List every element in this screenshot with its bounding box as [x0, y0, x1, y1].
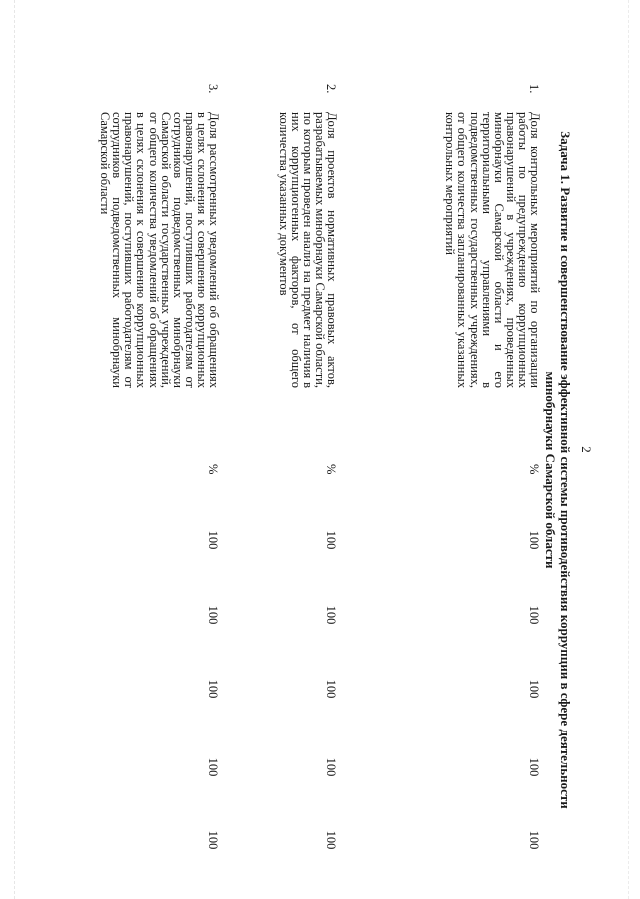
value-cell: 100 — [527, 679, 541, 699]
page-number: 2 — [579, 446, 594, 453]
task-title: Задача 1. Развитие и совершенствование эффективной системы противодействия коррупции в сфере деятельности минобрнауки Самарской области — [543, 131, 573, 809]
unit-cell: % — [206, 464, 220, 475]
indicator-name: Доля проектов нормативных правовых актов, разрабатываемых минобрнауки Самарской области, по которым проведен анализ на предмет наличия в них коррупциогенных факторов, от общего количества указанных документов — [276, 112, 339, 388]
value-cell: 100 — [527, 605, 541, 625]
value-cell: 100 — [206, 530, 220, 550]
value-cell: 100 — [527, 530, 541, 550]
value-cell: 100 — [324, 605, 338, 625]
row-number: 2. — [324, 84, 338, 94]
value-cell: 100 — [324, 679, 338, 699]
row-number: 3. — [206, 84, 220, 94]
value-cell: 100 — [324, 830, 338, 850]
value-cell: 100 — [324, 530, 338, 550]
value-cell: 100 — [527, 830, 541, 850]
indicator-name: Доля рассмотренных уведомлений об обращениях в целях склонения к совершению коррупционных правонарушений, поступивших работодателям от сотрудников подведомственных минобрнауки Самарской области государственных учреждений, от общего количества уведомлений об обращениях в целях склонения к совершению коррупционных правонарушений, поступивших работодателям от сотрудников подведомственных минобрнауки Самарской области — [98, 112, 221, 388]
unit-cell: % — [527, 464, 541, 475]
value-cell: 100 — [206, 830, 220, 850]
row-number: 1. — [527, 84, 541, 94]
unit-cell: % — [324, 464, 338, 475]
value-cell: 100 — [324, 757, 338, 777]
indicator-name: Доля контрольных мероприятий по организации работы по предупреждению коррупционных правонарушений в учреждениях, проведенных минобрнауки Самарской области и его территориальными управлениями в подведомственных государственных учреждениях, от общего количества запланированных указанных контрольных мероприятий — [443, 112, 542, 388]
value-cell: 100 — [206, 757, 220, 777]
value-cell: 100 — [206, 605, 220, 625]
value-cell: 100 — [527, 757, 541, 777]
value-cell: 100 — [206, 679, 220, 699]
